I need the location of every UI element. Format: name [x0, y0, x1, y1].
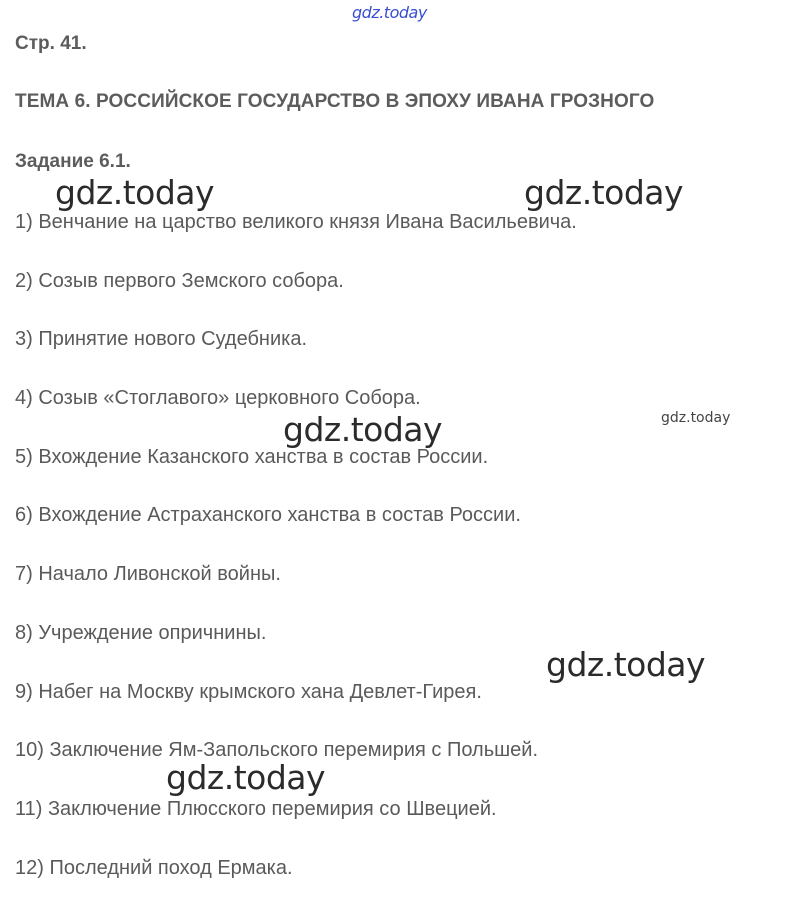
- watermark: gdz.today: [546, 645, 706, 684]
- watermark: gdz.today: [166, 758, 326, 797]
- list-item: 12) Последний поход Ермака.: [15, 856, 293, 879]
- list-item: 2) Созыв первого Земского собора.: [15, 269, 344, 292]
- list-item: 5) Вхождение Казанского ханства в состав России.: [15, 445, 489, 468]
- watermark: gdz.today: [661, 410, 731, 426]
- watermark: gdz.today: [524, 173, 684, 212]
- task-heading: Задание 6.1.: [15, 151, 131, 172]
- watermark: gdz.today: [55, 173, 215, 212]
- list-item: 6) Вхождение Астраханского ханства в состав России.: [15, 504, 521, 527]
- watermark: gdz.today: [283, 410, 443, 449]
- list-item: 10) Заключение Ям-Запольского перемирия с Польшей.: [15, 739, 539, 762]
- list-item: 3) Принятие нового Судебника.: [15, 328, 308, 351]
- event-list: [15, 209, 577, 913]
- list-item: 9) Набег на Москву крымского хана Девлет-Гирея.: [15, 680, 482, 703]
- list-item: 7) Начало Ливонской войны.: [15, 563, 281, 586]
- page-reference: Стр. 41.: [15, 33, 87, 54]
- list-item: 8) Учреждение опричнины.: [15, 621, 267, 644]
- watermark-top: gdz.today: [352, 3, 427, 22]
- topic-heading: ТЕМА 6. РОССИЙСКОЕ ГОСУДАРСТВО В ЭПОХУ ИВАНА ГРОЗНОГО: [15, 91, 655, 112]
- list-item: 1) Венчание на царство великого князя Ивана Васильевича.: [15, 211, 577, 233]
- list-item: 11) Заключение Плюсского перемирия со Швецией.: [15, 797, 497, 820]
- list-item: 4) Созыв «Стоглавого» церковного Собора.: [15, 387, 421, 410]
